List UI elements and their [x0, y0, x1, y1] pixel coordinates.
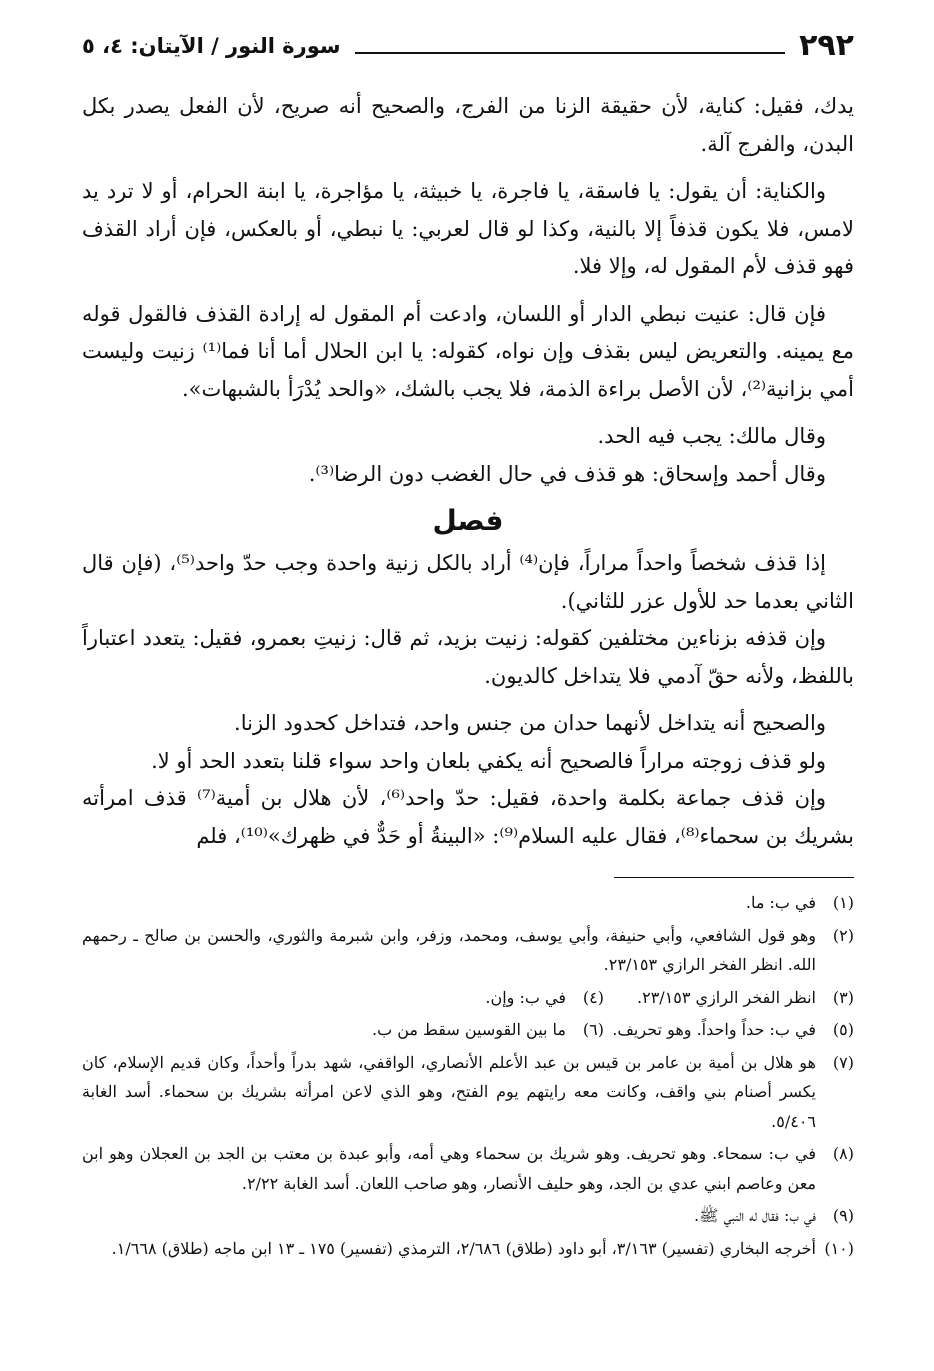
footnote-number: (٩) [832, 1206, 854, 1225]
footnote [82, 1234, 854, 1264]
footnote-text: في ب: وإن. [485, 987, 566, 1007]
footnote-number: (٦) [582, 1020, 604, 1039]
book-page [82, 26, 854, 1266]
footnote [82, 1048, 854, 1137]
paragraph: وإن قذف جماعة بكلمة واحدة، فقيل: حدّ واحد⁽⁶⁾، لأن هلال بن أمية⁽⁷⁾ قذف امرأته بشريك بن سحماء⁽⁸⁾، فقال عليه السلام⁽⁹⁾: «البينةُ أو حَدٌّ في ظهرك»⁽¹⁰⁾، فلم [82, 786, 854, 848]
footnote-text: في ب: فقال له النبي ﷺ. [694, 1206, 816, 1225]
footnote [82, 1139, 854, 1198]
main-text [82, 88, 854, 855]
footnote-text: هو هلال بن أمية بن عامر بن قيس بن عبد الأعلم الأنصاري، الواقفي، شهد بدراً وأحداً، وكان قديم الإسلام، كان يكسر أصنام بني واقف، وكانت معه رايتهم يوم الفتح، وهو الذي لاعن امرأته بشريك بن سحماء. أسد الغابة ٥/٤٠٦. [82, 1052, 817, 1131]
footnote-number: (٣) [832, 987, 854, 1007]
footnote-number: (٨) [832, 1144, 854, 1163]
footnote [82, 888, 854, 918]
paragraph: والكناية: أن يقول: يا فاسقة، يا فاجرة، يا خبيثة، يا مؤاجرة، يا ابنة الحرام، أو لا ترد يد لامس، فلا يكون قذفاً إلا بالنية، وكذا لو قال لعربي: يا نبطي، أو بالعكس، فإن أراد القذف فهو قذف لأم المقول له، وإلا فلا. [82, 179, 854, 278]
footnote-text: ما بين القوسين سقط من ب. [371, 1020, 566, 1039]
footnote [604, 1015, 854, 1045]
footnote-number: (٢) [832, 925, 854, 945]
footnote-text: في ب: حداً واحداً. وهو تحريف. [612, 1020, 816, 1039]
paragraph: والصحيح أنه يتداخل لأنهما حدان من جنس واحد، فتداخل كحدود الزنا. [234, 711, 826, 735]
paragraph: فإن قال: عنيت نبطي الدار أو اللسان، وادعت أم المقول له إرادة القذف فالقول قوله مع يمينه. والتعريض ليس بقذف وإن نواه، كقوله: يا ابن الحلال أما أنا فما⁽¹⁾ زنيت وليست أمي بزانية⁽²⁾، لأن الأصل براءة الذمة، فلا يجب بالشك، «والحد يُدْرَأ بالشبهات». [82, 301, 854, 401]
footnote-text: أخرجه البخاري (تفسير) ٣/١٦٣، أبو داود (طلاق) ٢/٦٨٦، الترمذي (تفسير) ١٧٥ ـ ١٣ ابن ماجه (طلاق) ١/٦٦٨. [111, 1238, 816, 1258]
page-header [82, 26, 854, 66]
header-rule [355, 52, 785, 54]
footnote-text: في ب: ما. [745, 893, 816, 912]
section-title: فصل [432, 504, 504, 537]
paragraph: وقال مالك: يجب فيه الحد. [597, 424, 826, 448]
footnote-divider [614, 877, 854, 878]
footnote-number: (١) [832, 893, 854, 912]
paragraph: إذا قذف شخصاً واحداً مراراً، فإن⁽⁴⁾ أراد بالكل زنية واحدة وجب حدّ واحد⁽⁵⁾، (فإن قال الثاني بعدما حد للأول عزر للثاني). [82, 551, 854, 613]
paragraph: وإن قذفه بزناءين مختلفين كقوله: زنيت بزيد، ثم قال: زنيتِ بعمرو، فقيل: يتعدد اعتباراً باللفظ، ولأنه حقّ آدمي فلا يتداخل كالديون. [82, 626, 854, 688]
footnote-text: انظر الفخر الرازي ٢٣/١٥٣. [637, 987, 816, 1007]
footnote-number: (٤) [582, 987, 604, 1007]
footnote [485, 983, 604, 1013]
footnote-number: (١٠) [824, 1238, 854, 1258]
footnote-number: (٧) [832, 1052, 854, 1072]
footnote [372, 1015, 604, 1045]
footnote-text: وهو قول الشافعي، وأبي حنيفة، وأبي يوسف، ومحمد، وزفر، وابن شبرمة والثوري، والحسن بن صالح ـ رحمهم الله. انظر الفخر الرازي ٢٣/١٥٣. [82, 925, 816, 974]
paragraph: ولو قذف زوجته مراراً فالصحيح أنه يكفي بلعان واحد سواء قلنا بتعدد الحد أو لا. [151, 748, 826, 773]
paragraph: وقال أحمد وإسحاق: هو قذف في حال الغضب دون الرضا⁽³⁾. [308, 461, 826, 486]
footnote-row [82, 1015, 854, 1045]
footnote [604, 983, 854, 1013]
running-title: سورة النور / الآيتان: ٤، ٥ [82, 34, 341, 58]
paragraph: يدك، فقيل: كناية، لأن حقيقة الزنا من الفرج، والصحيح أنه صريح، لأن الفعل يصدر بكل البدن، والفرج آلة. [82, 94, 854, 156]
footnote-row [82, 983, 854, 1013]
page-number: ٢٩٢ [799, 28, 854, 63]
footnote-text: في ب: سمحاء. وهو تحريف. وهو شريك بن سحماء وهي أمه، وأبو عبدة بن معتب بن الجد بن العجلان وهو ابن معن وعاصم ابني عدي بن الجد، وهو حليف الأنصار، وهو صاحب اللعان. أسد الغابة ٢/٢٢. [82, 1144, 816, 1193]
footnote [82, 1201, 854, 1231]
footnote [82, 921, 854, 980]
footnotes [82, 888, 854, 1263]
footnote-number: (٥) [832, 1020, 854, 1039]
